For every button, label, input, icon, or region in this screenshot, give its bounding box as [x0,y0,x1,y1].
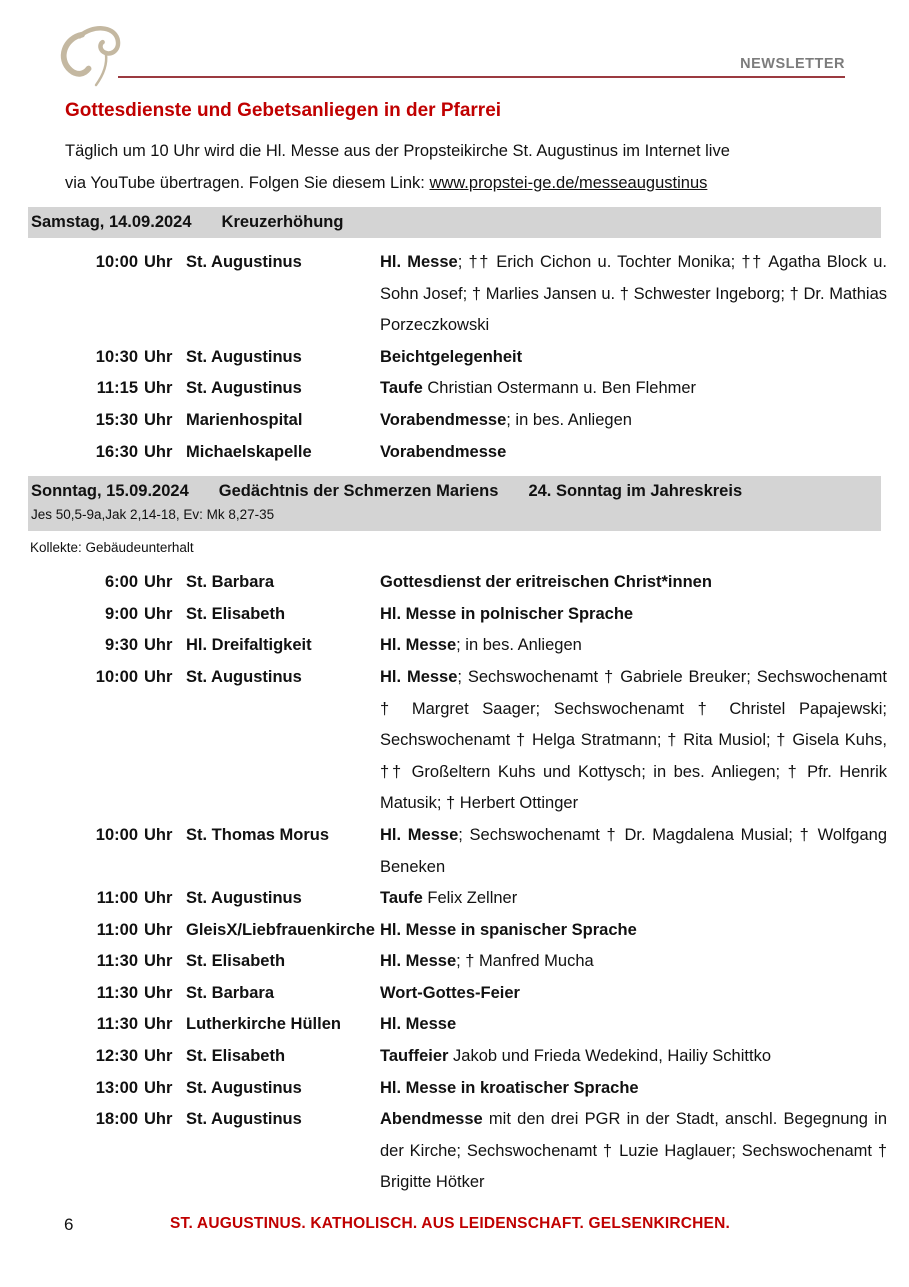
intro-line2: via YouTube übertragen. Folgen Sie diesem Link: [65,174,430,192]
row-description: Hl. Messe [380,1015,457,1034]
intro-section [65,100,845,199]
row-description: Hl. Messe in kroatischer Sprache [380,1078,639,1097]
schedule-row [0,883,909,915]
parish-heart-logo [54,24,138,90]
row-location: St. Barbara [186,573,275,592]
row-unit: Uhr [144,667,173,686]
banner-sunday-ordinal: 24. Sonntag im Jahreskreis [528,482,743,501]
row-description: Gottesdienst der eritreischen Christ*innen [380,573,712,592]
schedule-row [0,1073,909,1105]
row-location: St. Elisabeth [186,604,286,623]
row-location: Lutherkirche Hüllen [186,1015,341,1034]
row-time: 16:30 [95,442,138,461]
row-location: Marienhospital [186,410,303,429]
row-unit: Uhr [144,1078,173,1097]
schedule-row [0,946,909,978]
schedule-row [0,247,909,342]
schedule-row [0,373,909,405]
day-banner-saturday [28,207,881,238]
row-unit: Uhr [144,825,173,844]
schedule-row [0,1041,909,1073]
row-location: GleisX/Liebfrauenkirche [186,920,375,939]
schedule-row [0,599,909,631]
row-unit: Uhr [144,1047,173,1066]
row-description: Hl. Messe; in bes. Anliegen [380,636,582,655]
row-location: St. Augustinus [186,253,302,271]
row-location: St. Augustinus [186,1078,302,1097]
schedule-row [0,630,909,662]
row-time: 9:30 [104,636,138,655]
row-location: St. Elisabeth [186,952,286,971]
row-description: Taufe Felix Zellner [380,889,518,908]
row-description: Abendmesse mit den drei PGR in der Stadt, anschl. Begegnung in der Kirche; Sechswochenamt † Luzie Haglauer; Sechswochenamt † Brigitte Hötker [380,1110,887,1192]
intro-paragraph [65,135,845,199]
row-description: Beichtgelegenheit [380,347,523,366]
banner-feast: Gedächtnis der Schmerzen Mariens [218,482,499,501]
row-time: 10:00 [95,667,138,686]
schedule-row [0,405,909,437]
row-location: St. Augustinus [186,1110,302,1129]
schedule-row [0,342,909,374]
row-description: Hl. Messe; Sechswochenamt † Dr. Magdalena Musial; † Wolfgang Beneken [380,825,887,876]
row-location: Michaelskapelle [186,442,312,461]
row-unit: Uhr [144,604,173,623]
row-description: Hl. Messe in polnischer Sprache [380,604,634,623]
row-location: St. Barbara [186,983,275,1002]
page-title: Gottesdienste und Gebetsanliegen in der Pfarrei [65,100,502,121]
schedule-row [0,1104,909,1199]
row-unit: Uhr [144,410,173,429]
row-time: 11:15 [96,379,138,398]
schedule-sunday [0,567,909,1199]
schedule-row [0,978,909,1010]
row-time: 18:00 [95,1110,138,1129]
page-number: 6 [64,1215,74,1235]
row-description: Taufe Christian Ostermann u. Ben Flehmer [380,379,697,398]
row-time: 15:30 [95,410,138,429]
row-time: 13:00 [95,1078,138,1097]
row-time: 11:30 [96,983,138,1002]
row-description: Hl. Messe; †† Erich Cichon u. Tochter Monika; †† Agatha Block u. Sohn Josef; † Marlies Jansen u. † Schwester Ingeborg; † Dr. Mathias Porzeczkowski [380,253,887,335]
row-location: St. Augustinus [186,667,302,686]
row-unit: Uhr [144,442,173,461]
row-description: Vorabendmesse [380,442,507,461]
row-description: Tauffeier Jakob und Frieda Wedekind, Hailiy Schittko [380,1047,771,1066]
row-unit: Uhr [144,1015,173,1034]
row-description: Hl. Messe; Sechswochenamt † Gabriele Breuker; Sechswochenamt † Margret Saager; Sechswochenamt † Christel Papajewski; Sechswochenamt † Helga Stratmann; † Rita Musiol; † Gisela Kuhs, †† Großeltern Kuhs und Kottysch; in bes. Anliegen; † Pfr. Henrik Matusik; † Herbert Ottinger [380,667,887,813]
schedule-row [0,437,909,469]
row-location: St. Thomas Morus [186,825,330,844]
row-location: Hl. Dreifaltigkeit [186,636,312,655]
footer-slogan: ST. AUGUSTINUS. KATHOLISCH. AUS LEIDENSCHAFT. GELSENKIRCHEN. [170,1215,730,1233]
schedule-row [0,1009,909,1041]
intro-line1: Täglich um 10 Uhr wird die Hl. Messe aus der Propsteikirche St. Augustinus im Internet live [65,142,730,160]
schedule-row [0,820,909,883]
row-unit: Uhr [144,636,173,655]
row-description: Hl. Messe; † Manfred Mucha [380,952,594,971]
row-time: 11:00 [96,889,138,908]
row-time: 12:30 [95,1047,138,1066]
row-time: 10:00 [95,825,138,844]
day-banner-title-line [31,210,877,235]
row-time: 6:00 [104,573,138,592]
row-unit: Uhr [144,573,173,592]
row-unit: Uhr [144,253,173,271]
row-location: St. Augustinus [186,347,302,366]
row-unit: Uhr [144,347,173,366]
row-description: Wort-Gottes-Feier [380,983,520,1002]
collection-note: Kollekte: Gebäudeunterhalt [30,540,194,556]
banner-feast: Kreuzerhöhung [221,213,344,231]
newsletter-label: NEWSLETTER [740,56,845,72]
banner-date: Samstag, 14.09.2024 [31,213,192,231]
day-banner-sunday [28,476,881,531]
row-time: 11:30 [96,1015,138,1034]
row-unit: Uhr [144,889,173,908]
row-location: St. Augustinus [186,889,302,908]
schedule-row [0,915,909,947]
day-banner-title-line [31,479,877,504]
row-location: St. Augustinus [186,379,302,398]
row-unit: Uhr [144,920,173,939]
header-divider [118,76,845,78]
row-unit: Uhr [144,1110,173,1129]
banner-date: Sonntag, 15.09.2024 [31,482,189,501]
row-unit: Uhr [144,379,173,398]
row-unit: Uhr [144,952,173,971]
banner-readings: Jes 50,5-9a,Jak 2,14-18, Ev: Mk 8,27-35 [31,507,275,523]
row-time: 11:30 [96,952,138,971]
schedule-row [0,567,909,599]
row-time: 10:30 [95,347,138,366]
row-description: Vorabendmesse; in bes. Anliegen [380,410,632,429]
page-header [0,0,909,96]
row-time: 9:00 [104,604,138,623]
row-time: 10:00 [95,253,138,271]
row-location: St. Elisabeth [186,1047,286,1066]
schedule-saturday [0,247,909,468]
row-time: 11:00 [96,920,138,939]
mass-livestream-link[interactable]: www.propstei-ge.de/messeaugustinus [429,174,708,192]
row-unit: Uhr [144,983,173,1002]
page-footer [0,1213,909,1241]
schedule-row [0,662,909,820]
row-description: Hl. Messe in spanischer Sprache [380,920,637,939]
